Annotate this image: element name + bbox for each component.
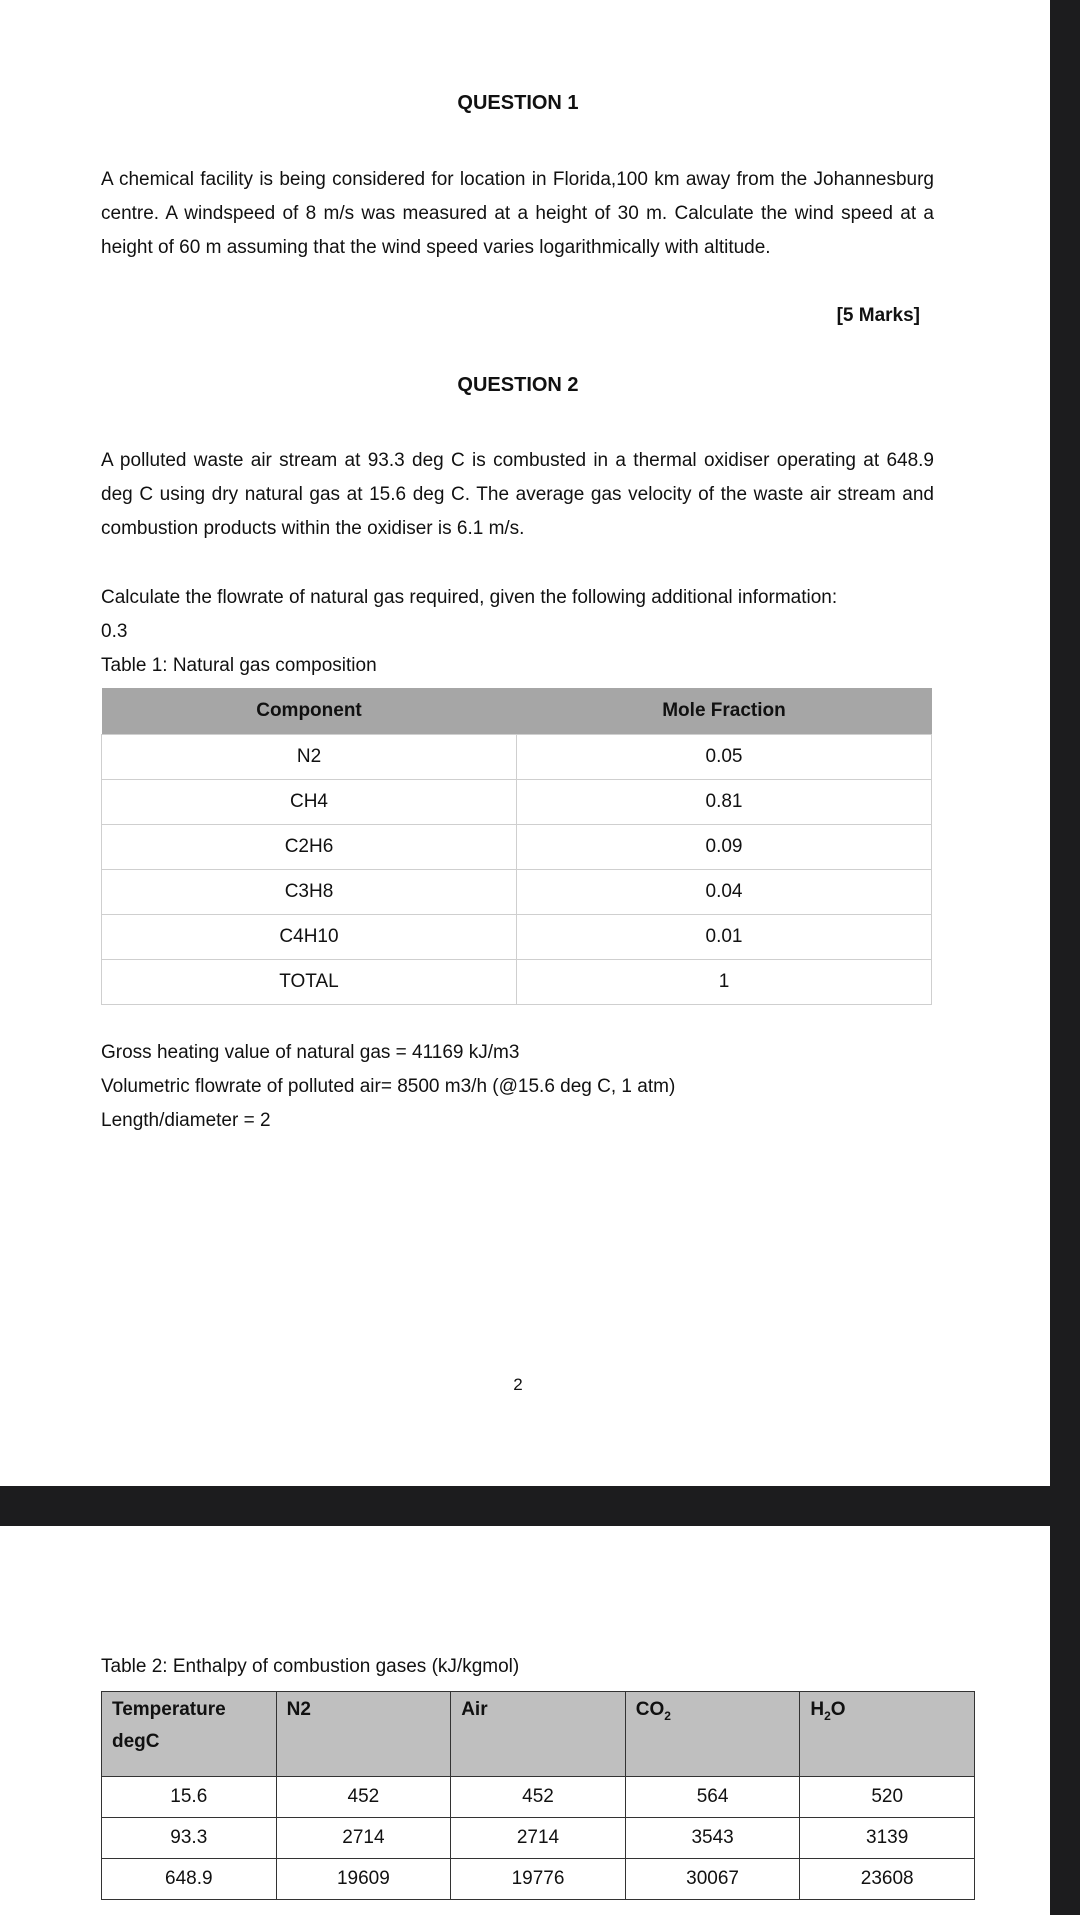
table-row <box>102 825 932 870</box>
co2-cell: 564 <box>625 1777 800 1818</box>
h2o-subscript: 2 <box>824 1708 831 1723</box>
instruction-text: Calculate the flowrate of natural gas required, given the following additional information: <box>101 587 838 608</box>
temperature-cell: 15.6 <box>102 1777 277 1818</box>
component-cell: CH4 <box>102 780 517 825</box>
air-cell: 19776 <box>451 1859 626 1900</box>
n2-cell: 452 <box>276 1777 451 1818</box>
table-2-header-air: Air <box>451 1692 626 1777</box>
table-2-caption: Table 2: Enthalpy of combustion gases (kJ/kgmol) <box>101 1656 520 1677</box>
mole-fraction-cell: 0.04 <box>517 870 932 915</box>
table-row <box>102 915 932 960</box>
enthalpy-table <box>101 1691 975 1900</box>
h2o-base-h: H <box>810 1699 825 1720</box>
table-2-header-temperature <box>102 1692 277 1777</box>
heating-value-info: Gross heating value of natural gas = 41169 kJ/m3 <box>101 1042 520 1063</box>
table-2-header-n2: N2 <box>276 1692 451 1777</box>
right-edge-bar <box>1050 0 1080 1915</box>
table-row <box>102 1818 975 1859</box>
table-1-header-component: Component <box>102 688 517 735</box>
temperature-header-line-2: degC <box>112 1731 160 1752</box>
air-cell: 2714 <box>451 1818 626 1859</box>
n2-cell: 2714 <box>276 1818 451 1859</box>
component-cell: C4H10 <box>102 915 517 960</box>
component-cell: TOTAL <box>102 960 517 1005</box>
component-cell: C2H6 <box>102 825 517 870</box>
table-2-header-h2o <box>800 1692 975 1777</box>
table-row <box>102 870 932 915</box>
component-cell: C3H8 <box>102 870 517 915</box>
question-1-text: A chemical facility is being considered for location in Florida,100 km away from the Johannesburg centre. A windspeed of 8 m/s was measured at a height of 30 m. Calculate the wind speed at a height of 60 m assuming that the wind speed varies logarithmically with altitude. <box>101 169 934 258</box>
air-flowrate-info: Volumetric flowrate of polluted air= 8500 m3/h (@15.6 deg C, 1 atm) <box>101 1076 676 1097</box>
mole-fraction-cell: 0.09 <box>517 825 932 870</box>
component-cell: N2 <box>102 735 517 780</box>
length-diameter-info: Length/diameter = 2 <box>101 1110 271 1131</box>
table-1-caption: Table 1: Natural gas composition <box>101 655 377 676</box>
temperature-header-line-1: Temperature <box>112 1699 226 1720</box>
h2o-cell: 520 <box>800 1777 975 1818</box>
h2o-base-o: O <box>830 1699 846 1720</box>
co2-subscript: 2 <box>664 1708 671 1723</box>
natural-gas-composition-table <box>101 688 932 1005</box>
h2o-cell: 23608 <box>800 1859 975 1900</box>
co2-base: CO <box>635 1699 665 1720</box>
page-separator <box>0 1486 1050 1526</box>
mole-fraction-cell: 0.05 <box>517 735 932 780</box>
n2-cell: 19609 <box>276 1859 451 1900</box>
marks-label: [5 Marks] <box>836 305 920 326</box>
co2-cell: 3543 <box>625 1818 800 1859</box>
question-2-text: A polluted waste air stream at 93.3 deg C is combusted in a thermal oxidiser operating at 648.9 deg C using dry natural gas at 15.6 deg C. The average gas velocity of the waste air stream and combustion products within the oxidiser is 6.1 m/s. <box>101 450 934 539</box>
mole-fraction-cell: 0.01 <box>517 915 932 960</box>
page-number: 2 <box>513 1375 523 1394</box>
temperature-cell: 93.3 <box>102 1818 277 1859</box>
table-row <box>102 960 932 1005</box>
given-value: 0.3 <box>101 621 128 642</box>
table-row <box>102 780 932 825</box>
h2o-cell: 3139 <box>800 1818 975 1859</box>
question-2-heading: QUESTION 2 <box>457 374 579 396</box>
question-1-heading: QUESTION 1 <box>457 92 579 114</box>
air-cell: 452 <box>451 1777 626 1818</box>
table-row <box>102 1859 975 1900</box>
table-row <box>102 735 932 780</box>
table-1-header-mole-fraction: Mole Fraction <box>517 688 932 735</box>
mole-fraction-cell: 0.81 <box>517 780 932 825</box>
temperature-cell: 648.9 <box>102 1859 277 1900</box>
mole-fraction-cell: 1 <box>517 960 932 1005</box>
table-row <box>102 1777 975 1818</box>
table-2-header-co2 <box>625 1692 800 1777</box>
co2-cell: 30067 <box>625 1859 800 1900</box>
